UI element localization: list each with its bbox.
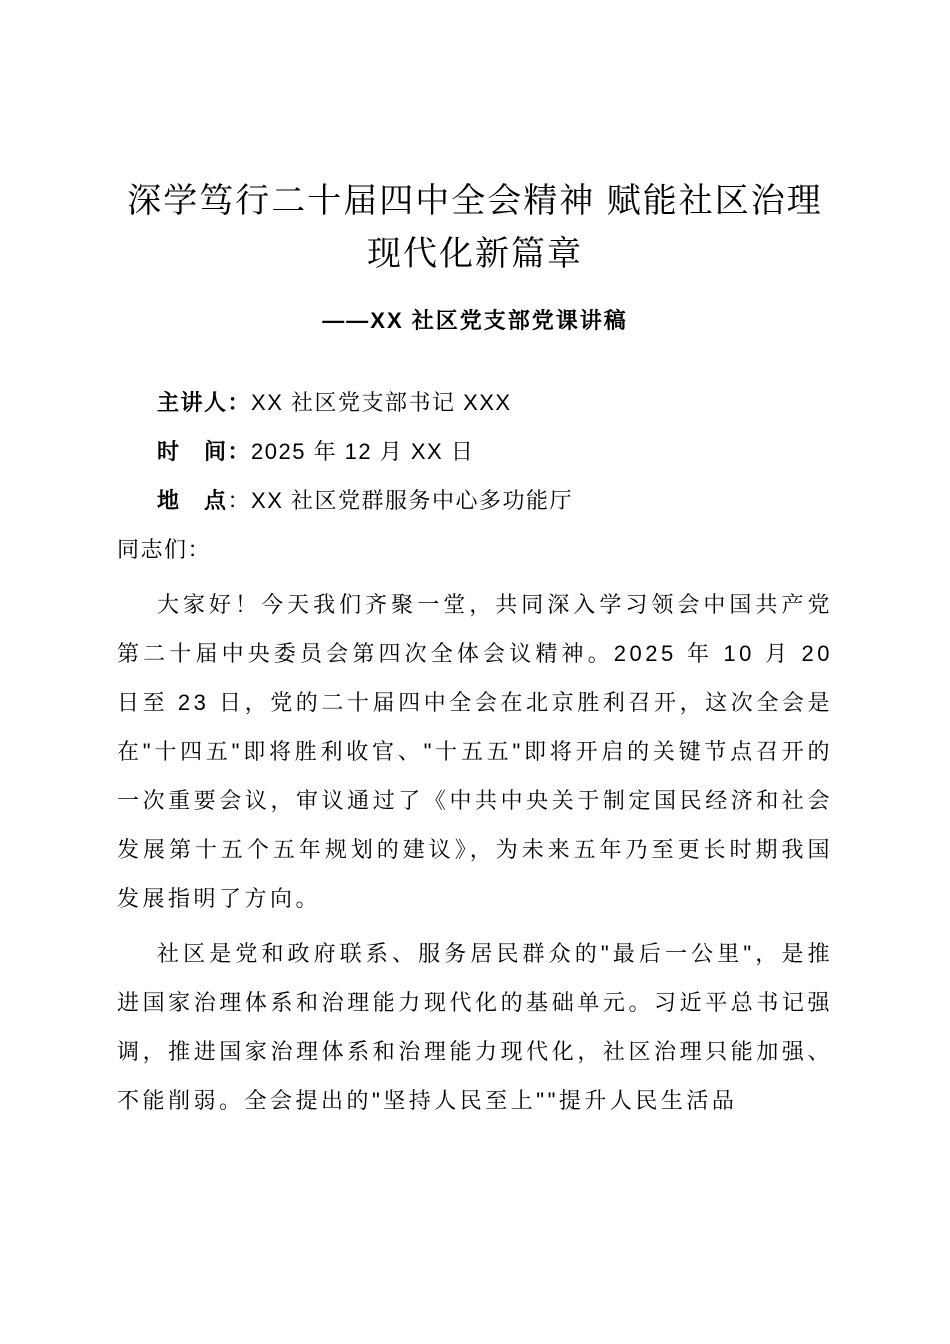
meta-line-location: [117, 476, 833, 525]
meta-time-value: 2025 年 12 月 XX 日: [251, 439, 475, 464]
meta-line-time: [117, 427, 833, 476]
meta-time-label: 时 间：: [157, 439, 252, 464]
salutation: 同志们：: [117, 537, 212, 562]
document-title: [117, 175, 833, 281]
meta-block: [117, 378, 833, 525]
meta-speaker-value: XX 社区党支部书记 XXX: [251, 390, 512, 415]
document-subtitle: ——XX 社区党支部党课讲稿: [322, 308, 628, 333]
meta-location-value: ：XX 社区党群服务中心多功能厅: [227, 488, 573, 513]
meta-line-speaker: [117, 378, 833, 427]
meta-speaker-label: 主讲人：: [157, 390, 252, 415]
document-title-line-1: 深学笃行二十届四中全会精神 赋能社区治理: [127, 182, 823, 220]
paragraph-2: 社区是党和政府联系、服务居民群众的"最后一公里"，是推进国家治理体系和治理能力现代化的基础单元。习近平总书记强调，推进国家治理体系和治理能力现代化，社区治理只能加强、不能削弱。全会提出的"坚持人民至上""提升人民生活品: [117, 941, 833, 1113]
document-title-line-2: 现代化新篇章: [367, 235, 583, 273]
meta-location-label: 地 点: [157, 488, 228, 513]
paragraph-1: 大家好！今天我们齐聚一堂，共同深入学习领会中国共产党第二十届中央委员会第四次全体会议精神。2025 年 10 月 20 日至 23 日，党的二十届四中全会在北京胜利召开，这次全会是在"十四五"即将胜利收官、"十五五"即将开启的关键节点召开的一次重要会议，审议通过了《中共中央关于制定国民经济和社会发展第十五个五年规划的建议》，为未来五年乃至更长时期我国发展指明了方向。: [117, 592, 833, 911]
